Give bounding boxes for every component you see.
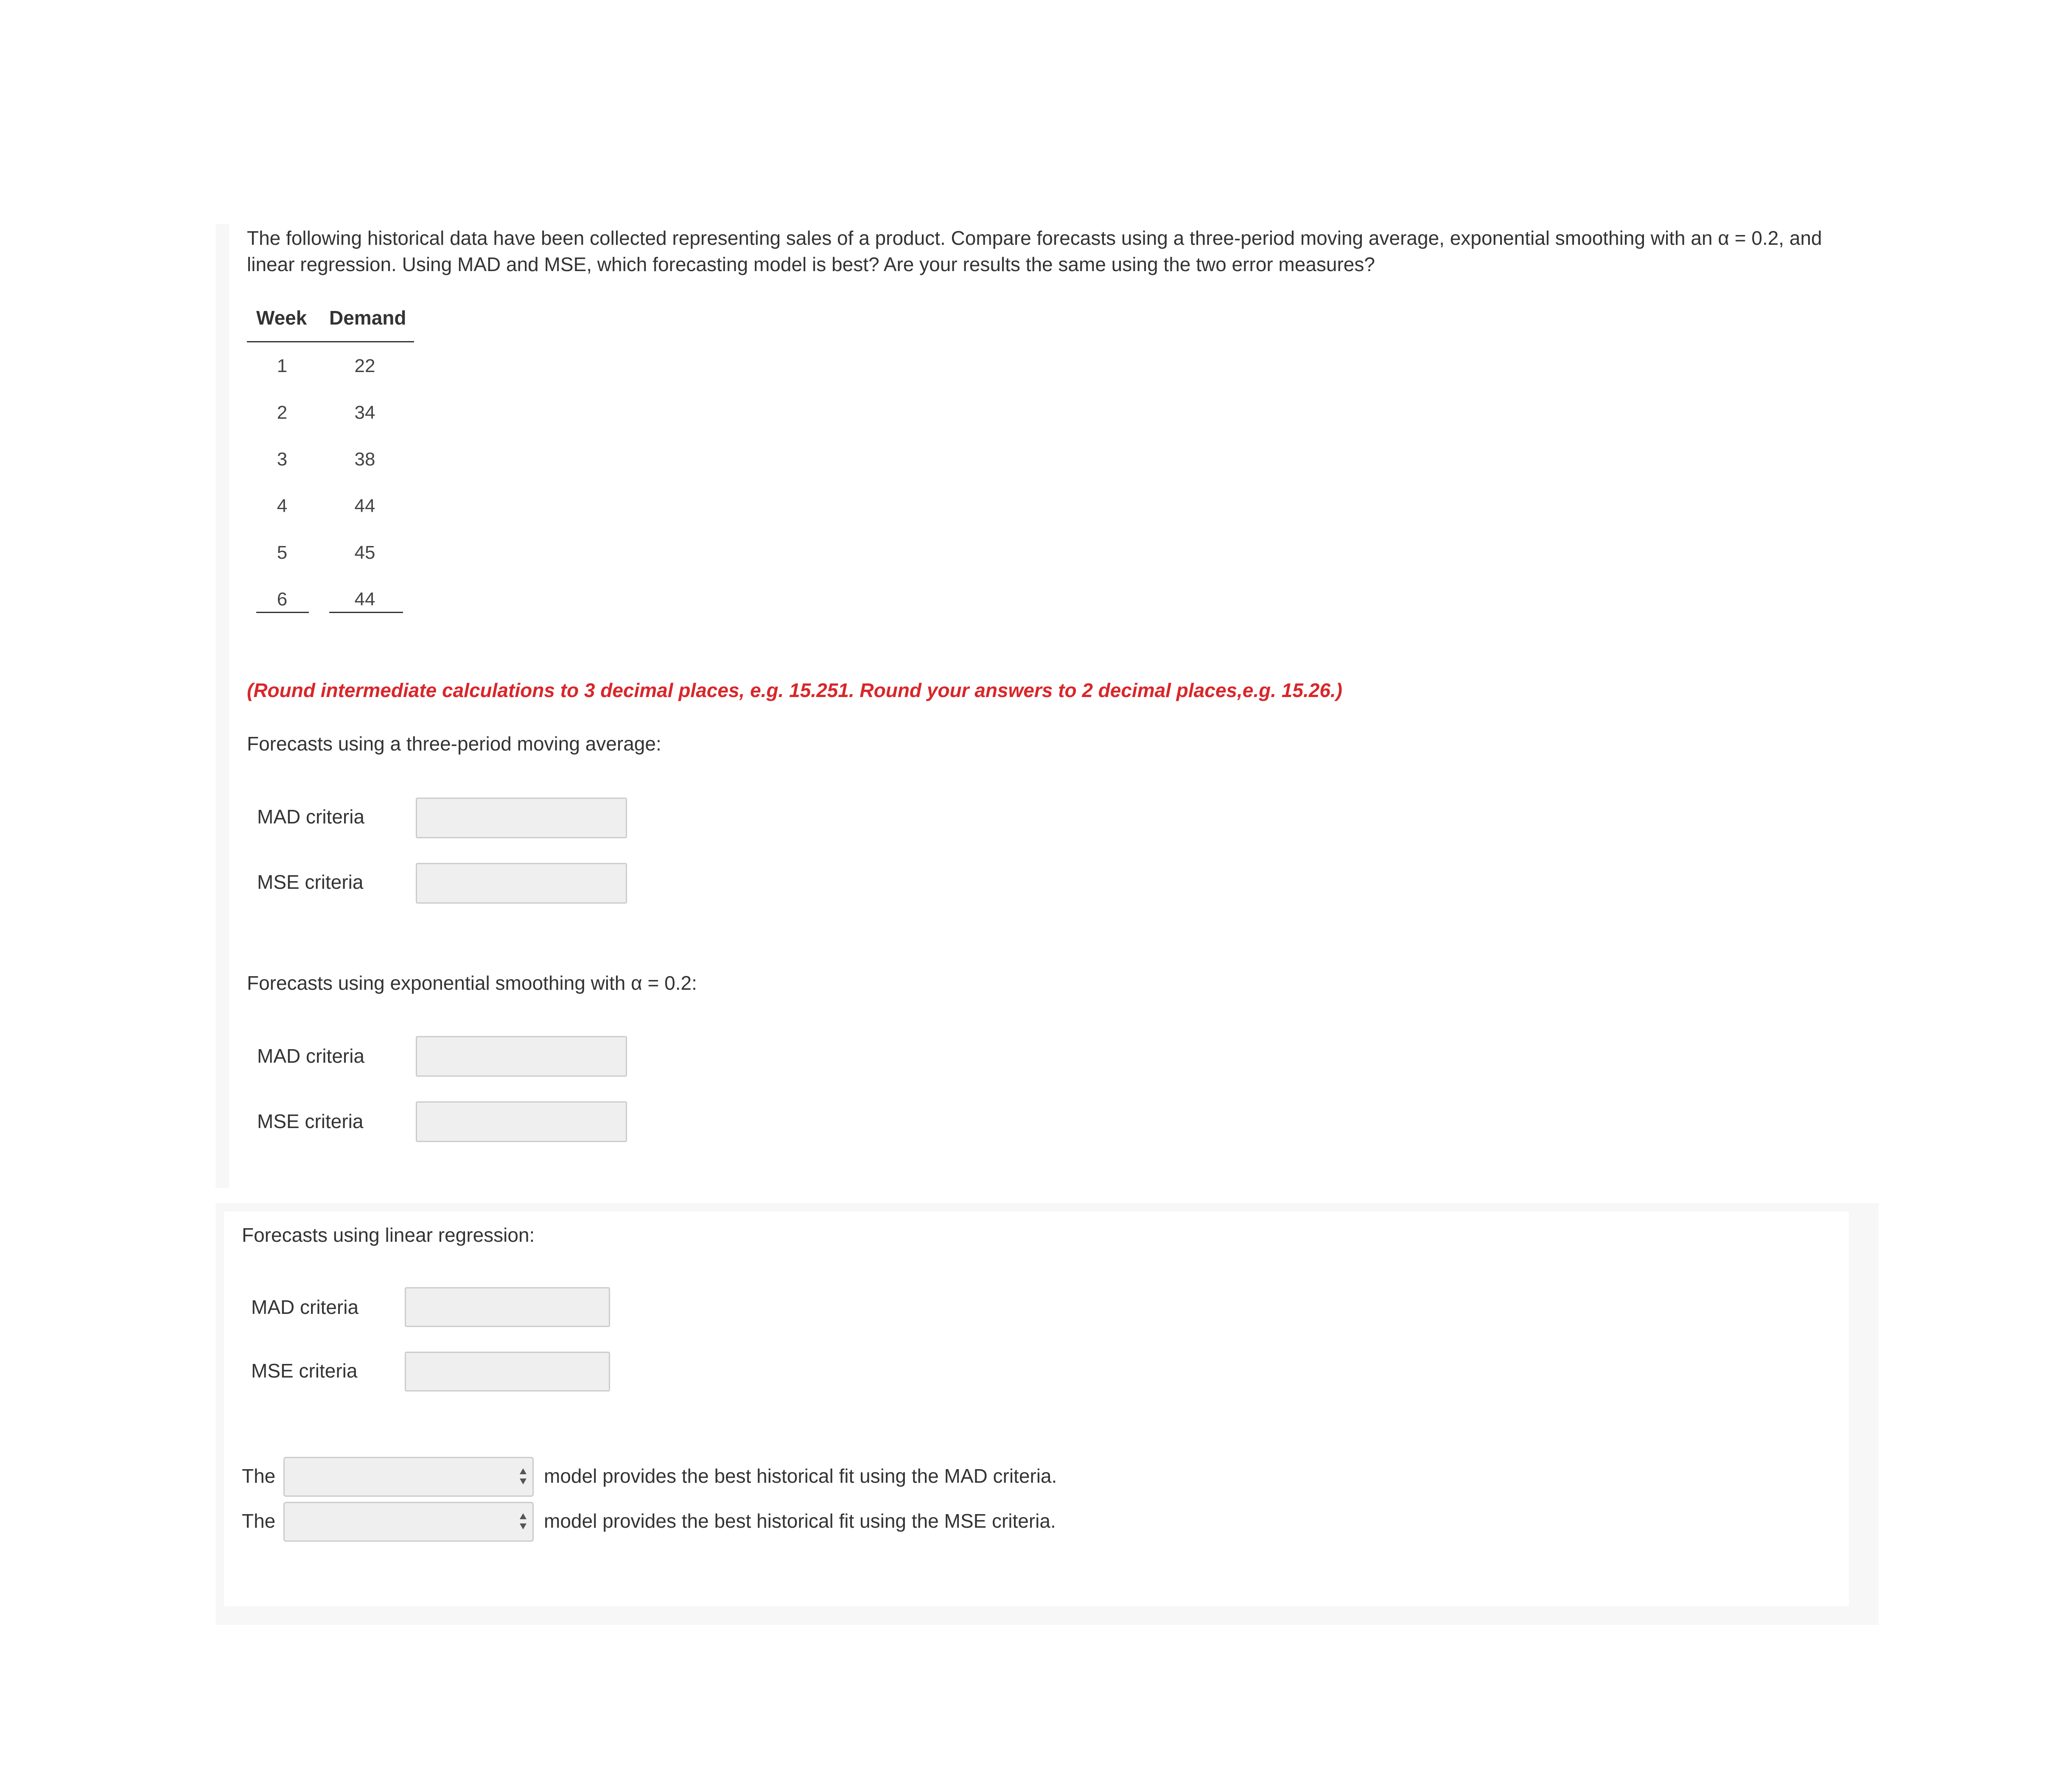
table-cell-demand: 38 (354, 449, 375, 470)
header-week: Week (256, 307, 307, 329)
regression-mad-input[interactable] (405, 1287, 610, 1327)
regression-mad-label: MAD criteria (251, 1296, 359, 1318)
exponential-mse-input[interactable] (416, 1101, 627, 1142)
exponential-mad-label: MAD criteria (257, 1045, 365, 1067)
table-cell-week: 6 (277, 589, 288, 610)
table-cell-week: 5 (277, 542, 288, 563)
moving-average-mad-label: MAD criteria (257, 806, 365, 828)
table-cell-week: 3 (277, 449, 288, 470)
conclusion-mad-suffix: model provides the best historical fit using the MAD criteria. (544, 1465, 1057, 1487)
table-cell-demand: 44 (354, 589, 375, 610)
regression-mse-input[interactable] (405, 1352, 610, 1392)
table-cell-demand: 22 (354, 356, 375, 376)
exponential-smoothing-heading: Forecasts using exponential smoothing with α = 0.2: (247, 972, 697, 994)
table-cell-demand: 44 (354, 496, 375, 516)
moving-average-mad-input[interactable] (416, 798, 627, 838)
conclusion-mse-prefix: The (242, 1510, 276, 1532)
header-rule (247, 341, 414, 342)
best-model-mad-select[interactable] (283, 1457, 534, 1497)
regression-mse-label: MSE criteria (251, 1360, 358, 1382)
table-cell-week: 1 (277, 356, 288, 376)
question-panel-edge (216, 224, 229, 1188)
footer-rule-week (256, 612, 309, 613)
conclusion-mad-prefix: The (242, 1465, 276, 1487)
question-text: The following historical data have been collected representing sales of a product. Compare forecasts using a three-period moving average, exponential smoothing with an α = 0.2, and linear regression. Using MAD and MSE, which forecasting model is best? Are your results the same using the two error measures? (247, 227, 1822, 275)
table-cell-demand: 45 (354, 542, 375, 563)
select-arrows-icon (519, 1465, 527, 1488)
best-model-mse-select[interactable] (283, 1502, 534, 1542)
exponential-mse-label: MSE criteria (257, 1110, 364, 1132)
table-cell-demand: 34 (354, 402, 375, 423)
conclusion-mse-suffix: model provides the best historical fit using the MSE criteria. (544, 1510, 1056, 1532)
header-demand: Demand (329, 307, 406, 329)
select-arrows-icon (519, 1510, 527, 1533)
table-cell-week: 4 (277, 496, 288, 516)
exponential-mad-input[interactable] (416, 1036, 627, 1077)
linear-regression-heading: Forecasts using linear regression: (242, 1224, 535, 1246)
rounding-instructions: (Round intermediate calculations to 3 decimal places, e.g. 15.251. Round your answers to 2 decimal places,e.g. 15.26.) (247, 679, 1342, 701)
answer-panel-body (224, 1212, 1849, 1606)
moving-average-mse-label: MSE criteria (257, 871, 364, 893)
table-cell-week: 2 (277, 402, 288, 423)
moving-average-mse-input[interactable] (416, 863, 627, 904)
footer-rule-demand (329, 612, 403, 613)
moving-average-heading: Forecasts using a three-period moving average: (247, 733, 661, 755)
